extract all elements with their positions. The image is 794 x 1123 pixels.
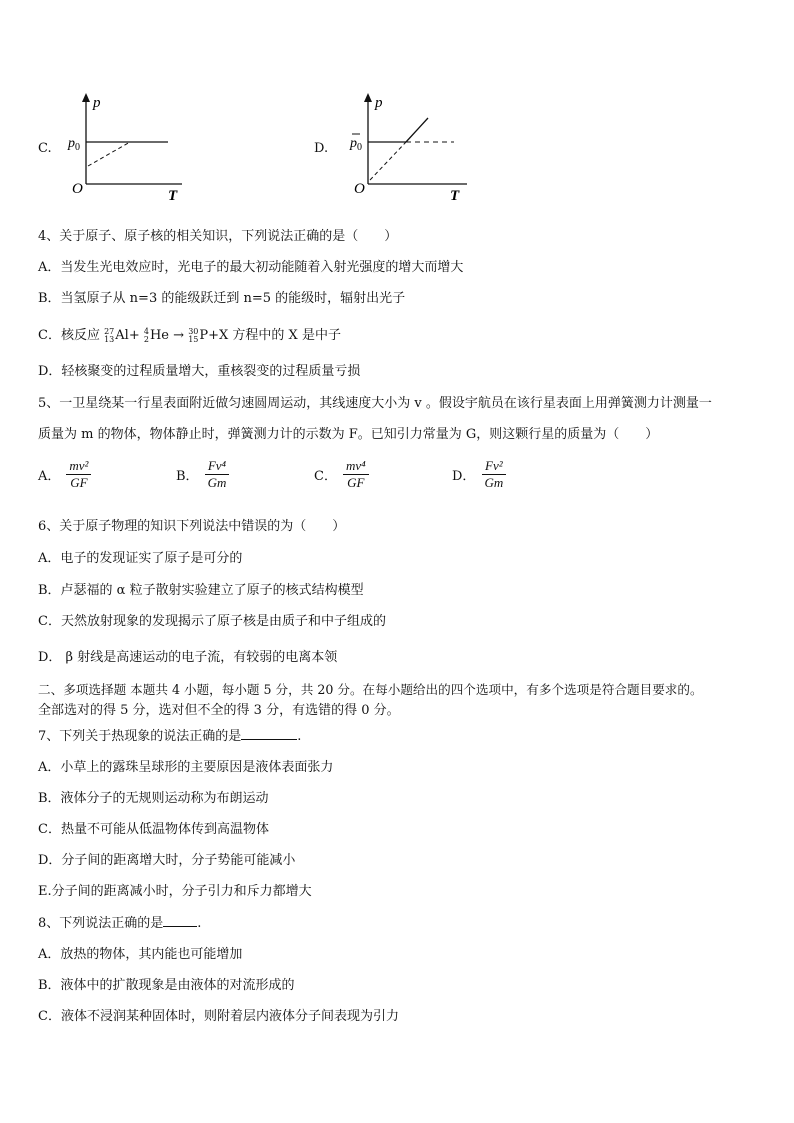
graph-d-y-arrow bbox=[364, 93, 372, 102]
graph-c-ylabel: p bbox=[93, 95, 101, 111]
p-nuclide: 30 15 bbox=[188, 326, 199, 344]
graph-c-dashed-line bbox=[88, 142, 130, 166]
q6-option-c: C．天然放射现象的发现揭示了原子核是由质子和中子组成的 bbox=[38, 614, 386, 629]
q7-stem: 7、下列关于热现象的说法正确的是 . bbox=[38, 729, 302, 744]
q5-option-a: A． $\frac{\text{mv²}}{GF}$ bbox=[38, 458, 91, 491]
q6-option-d: D． β 射线是高速运动的电子流，有较弱的电离本领 bbox=[38, 650, 338, 665]
q4-option-a: A．当发生光电效应时，光电子的最大初动能随着入射光强度的增大而增大 bbox=[38, 260, 464, 275]
q6-stem: 6、关于原子物理的知识下列说法中错误的为（ ） bbox=[38, 519, 346, 534]
arrow: → bbox=[173, 328, 185, 343]
q5-c-fraction: $\frac{\text{mv⁴}}{GF}$ bbox=[343, 458, 369, 491]
graph-d-ylabel: p bbox=[375, 95, 383, 111]
al-nuclide: 27 13 bbox=[104, 326, 115, 344]
q8-stem: 8、下列说法正确的是 . bbox=[38, 916, 202, 931]
q4-stem: 4、关于原子、原子核的相关知识，下列说法正确的是（ ） bbox=[38, 229, 398, 244]
graph-c-xlabel: T bbox=[168, 188, 178, 202]
q5-a-fraction: $\frac{\text{mv²}}{GF}$ bbox=[66, 458, 91, 491]
q8-blank bbox=[163, 926, 197, 927]
q7-blank bbox=[241, 739, 297, 740]
q4-option-d: D．轻核聚变的过程质量增大，重核裂变的过程质量亏损 bbox=[38, 364, 361, 379]
section2-line1: 二、多项选择题 本题共 4 小题，每小题 5 分，共 20 分。在每小题给出的四个选项中，有多个选项是符合题目要求的。 bbox=[38, 682, 703, 697]
graph-c-p0: $p_0$ bbox=[68, 136, 80, 153]
he-symbol: He bbox=[149, 328, 169, 343]
q5-b-fraction: $\frac{\text{Fv⁴}}{Gm}$ bbox=[205, 458, 230, 491]
q6-option-b: B．卢瑟福的 α 粒子散射实验建立了原子的核式结构模型 bbox=[38, 583, 364, 598]
graph-d-dashed-line bbox=[370, 142, 406, 180]
q4-c-suffix: 方程中的 X 是中子 bbox=[232, 328, 341, 343]
q5-option-b: B． $\frac{\text{Fv⁴}}{Gm}$ bbox=[176, 458, 229, 491]
q8-option-a: A．放热的物体，其内能也可能增加 bbox=[38, 947, 243, 962]
graph-d-xlabel: T bbox=[450, 188, 460, 202]
q4-c-prefix: C．核反应 bbox=[38, 328, 100, 343]
graph-c-letter: C. bbox=[38, 141, 52, 156]
q5-option-c: C． $\frac{\text{mv⁴}}{GF}$ bbox=[314, 458, 369, 491]
section2-line2: 全部选对的得 5 分，选对但不全的得 3 分，有选错的得 0 分。 bbox=[38, 703, 400, 718]
graph-c bbox=[64, 92, 184, 202]
q7-option-c: C．热量不可能从低温物体传到高温物体 bbox=[38, 822, 269, 837]
graph-d-p0: $p_0$ bbox=[350, 136, 362, 153]
q8-option-b: B．液体中的扩散现象是由液体的对流形成的 bbox=[38, 978, 295, 993]
q7-option-d: D．分子间的距离增大时，分子势能可能减小 bbox=[38, 853, 296, 868]
graph-c-origin: O bbox=[72, 181, 83, 197]
q5-line1: 5、一卫星绕某一行星表面附近做匀速圆周运动，其线速度大小为 v 。假设宇航员在该行星表面上用弹簧测力计测量一 bbox=[38, 396, 712, 411]
q7-option-a: A．小草上的露珠呈球形的主要原因是液体表面张力 bbox=[38, 760, 334, 775]
q5-option-d: D． $\frac{\text{Fv²}}{Gm}$ bbox=[452, 458, 506, 491]
graph-d-origin: O bbox=[354, 181, 365, 197]
graph-d-solid-line bbox=[406, 118, 428, 142]
graph-d bbox=[344, 92, 469, 202]
q4-option-b: B．当氢原子从 n=3 的能级跃迁到 n=5 的能级时，辐射出光子 bbox=[38, 291, 406, 306]
q5-d-fraction: $\frac{\text{Fv²}}{Gm}$ bbox=[481, 458, 506, 491]
q6-option-a: A．电子的发现证实了原子是可分的 bbox=[38, 551, 243, 566]
q8-option-c: C．液体不浸润某种固体时，则附着层内液体分子间表现为引力 bbox=[38, 1009, 399, 1024]
graph-d-letter: D. bbox=[314, 141, 329, 156]
p-symbol: P+X bbox=[199, 328, 229, 343]
al-symbol: Al+ bbox=[115, 328, 140, 343]
q5-line2: 质量为 m 的物体，物体静止时，弹簧测力计的示数为 F。已知引力常量为 G，则这颗行星的质量为（ ） bbox=[38, 427, 659, 442]
he-nuclide: 4 2 bbox=[143, 326, 149, 344]
q7-option-e: E.分子间的距离减小时，分子引力和斥力都增大 bbox=[38, 884, 312, 899]
q7-option-b: B．液体分子的无规则运动称为布朗运动 bbox=[38, 791, 269, 806]
graph-c-y-arrow bbox=[82, 93, 90, 102]
q4-option-c bbox=[38, 327, 341, 345]
